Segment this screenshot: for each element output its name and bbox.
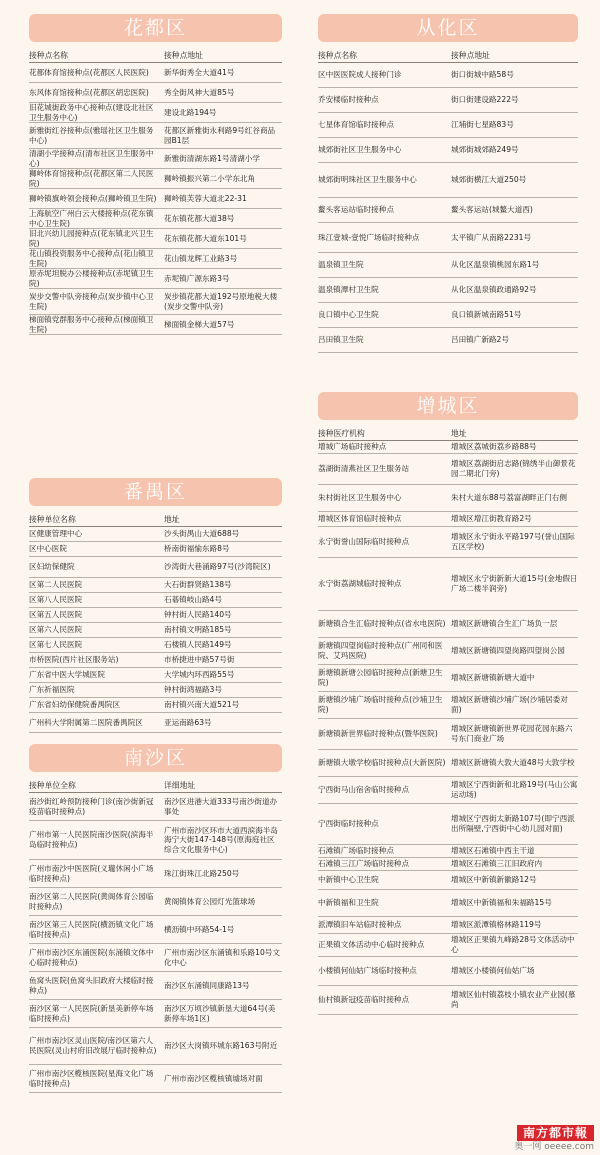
table-row: [318, 871, 578, 890]
site-name: 中新镇中心卫生院: [318, 875, 379, 885]
panyu-title: 番禺区: [29, 478, 282, 506]
column-header-name: 接种点名称: [318, 51, 357, 61]
table-row: [318, 63, 578, 88]
table-row: [29, 668, 282, 683]
column-header-address: 地址: [451, 429, 467, 439]
site-address: 太平镇广从南路2231号: [451, 232, 532, 242]
table-row: [29, 578, 282, 593]
site-address: 增城区宁西街太新路107号(即宁西派出所隔壁,宁西街中心幼儿园对面): [451, 814, 575, 833]
site-name: 增城区体育馆临时接种点: [318, 514, 402, 524]
site-address: 花山镇龙辉工业路3号: [164, 253, 238, 263]
table-row: [29, 944, 282, 972]
site-name: 石滩镇广场临时接种点: [318, 846, 394, 856]
site-address: 南沙区东涌镇同康路13号: [164, 980, 250, 990]
huadu-section: [29, 14, 282, 335]
site-address: 街口街城中路58号: [451, 70, 514, 80]
site-address: 增城区石滩镇三江旧政府内: [451, 859, 543, 869]
site-name: 广州市南沙中医医院(义瓏休闲小广场临时接种点): [29, 863, 154, 883]
site-address: 城郊街横江大道250号: [451, 175, 527, 185]
column-header-address: 接种点地址: [164, 51, 203, 61]
table-row: [29, 1000, 282, 1028]
site-name: 区第八人民医院: [29, 595, 83, 605]
table-row: [318, 986, 578, 1015]
site-address: 增城区正果镇九峰路28号文体活动中心: [451, 935, 575, 954]
site-address: 增城区宁西街新和北路19号(马山公寓运动场): [451, 780, 578, 799]
site-address: 增城区荔城街荔乡路88号: [451, 442, 537, 452]
site-address: 珠江街珠江北路250号: [164, 868, 240, 878]
table-row: [318, 88, 578, 113]
table-row: [29, 269, 282, 289]
table-row: [318, 253, 578, 278]
table-row: [29, 793, 282, 821]
site-name: 乔安楼临时接种点: [318, 95, 379, 105]
table-row: [29, 123, 282, 149]
conghua-section: [318, 14, 578, 353]
site-name: 新塘镇大墩学校临时接种点(大新医院): [318, 758, 446, 768]
site-name: 温泉镇卫生院: [318, 260, 364, 270]
site-address: 增城区新塘镇新世界花园花园东路六号东门商业广场: [451, 724, 573, 743]
site-address: 黄阁镇体育公园灯光篮球场: [164, 896, 256, 906]
table-row: [318, 957, 578, 986]
site-address: 增城区增江街教育路2号: [451, 514, 532, 524]
table-row: [29, 1065, 282, 1093]
table-row: [29, 557, 282, 578]
site-address: 增城区石滩镇中西主干道: [451, 846, 535, 856]
panyu-section: [29, 478, 282, 733]
site-address: 增城区中新镇新徽路12号: [451, 875, 537, 885]
site-name: 广州市南沙区榄核医院(星海文化广场临时接种点): [29, 1068, 154, 1088]
site-name: 石滩镇三江广场临时接种点: [318, 859, 410, 869]
site-name: 广州科大学附属第二医院番禺院区: [29, 717, 143, 727]
site-address: 新雅街清湖东路1号清湖小学: [164, 153, 260, 163]
table-row: [318, 934, 578, 957]
table-row: [318, 512, 578, 527]
table-row: [318, 858, 578, 871]
site-name: 炭步交警中队旁接种点(炭步镇中心卫生院): [29, 291, 154, 311]
zengcheng-table-header: [318, 428, 578, 441]
table-row: [318, 485, 578, 512]
site-address: 大石街群贤路138号: [164, 580, 232, 590]
table-row: [318, 328, 578, 353]
table-row: [318, 454, 578, 485]
site-name: 新雅街红谷接种点(雅瑶社区卫生服务中心): [29, 125, 154, 145]
site-name: 城郊街社区卫生服务中心: [318, 145, 402, 155]
site-address: 花都区新雅街永利路9号红谷商品园B1层: [164, 125, 276, 145]
table-row: [29, 821, 282, 860]
table-row: [318, 750, 578, 777]
site-name: 新塘镇新世界临时接种点(暨华医院): [318, 729, 438, 739]
table-row: [318, 113, 578, 138]
site-address: 从化区温泉镇政通路92号: [451, 285, 537, 295]
table-row: [318, 558, 578, 611]
site-address: 良口镇新城南路51号: [451, 310, 522, 320]
site-address: 狮岭镇振兴第二小学东北角: [164, 173, 256, 183]
site-name: 新塘镇新塘公园临时接种点(新塘卫生院): [318, 668, 443, 687]
panyu-table-header: [29, 514, 282, 527]
site-address: 广州市南沙区东涌镇和乐路10号文化中心: [164, 947, 280, 967]
site-name: 鱼窝头医院(鱼窝头旧政府大楼临时接种点): [29, 975, 154, 995]
site-name: 仙村镇新冠疫苗临时接种点: [318, 995, 410, 1005]
site-name: 广州市南沙区东涌医院(东涌镇文体中心临时接种点): [29, 947, 154, 967]
site-name: 永宁街荔湖城临时接种点: [318, 579, 402, 589]
table-row: [318, 719, 578, 750]
site-name: 鳌头客运站临时接种点: [318, 205, 394, 215]
site-name: 区第七人民医院: [29, 640, 83, 650]
site-name: 中新镇福和卫生院: [318, 898, 379, 908]
table-row: [29, 1028, 282, 1065]
table-row: [318, 611, 578, 638]
site-name: 派潭镇旧车站临时接种点: [318, 920, 402, 930]
table-row: [29, 860, 282, 888]
table-row: [318, 845, 578, 858]
site-name: 市桥医院(西片社区服务站): [29, 655, 119, 665]
site-name: 新塘镇沙埔广场临时接种点(沙埔卫生院): [318, 695, 443, 714]
table-row: [318, 777, 578, 804]
site-name: 旧北兴幼儿园接种点(花东镇北兴卫生院): [29, 228, 154, 248]
column-header-name: 接种点名称: [29, 51, 68, 61]
site-name: 南沙区第一人民医院(新垦美新停车场临时接种点): [29, 1003, 154, 1023]
table-row: [29, 653, 282, 668]
site-address: 城郊街城郊路249号: [451, 145, 519, 155]
site-name: 东风体育馆接种点(花都区胡忠医院): [29, 87, 149, 97]
site-address: 增城区新塘镇合生汇广场负一层: [451, 619, 558, 629]
site-name: 区中医医院成人接种门诊: [318, 70, 402, 80]
table-row: [29, 209, 282, 229]
table-row: [318, 917, 578, 934]
table-row: [29, 527, 282, 542]
table-row: [29, 698, 282, 713]
site-name: 城郊街明珠社区卫生服务中心: [318, 175, 417, 185]
watermark: [514, 1122, 594, 1153]
site-name: 广东省妇幼保健院番禺院区: [29, 700, 121, 710]
site-address: 增城区荔湖街启志路(锦绣半山御景花园二期北门旁): [451, 459, 576, 478]
site-address: 石碁镇岐山路4号: [164, 595, 222, 605]
newspaper-logo: 南方都市報: [517, 1125, 594, 1141]
table-row: [318, 890, 578, 917]
site-address: 秀全街风神大道85号: [164, 87, 235, 97]
site-address: 钟村街鸿福路3号: [164, 685, 222, 695]
site-name: 广州市南沙区灵山医院/南沙区第六人民医院(灵山村府旧改展厅临时接种点): [29, 1036, 157, 1055]
site-name: 清湖小学接种点(清布社区卫生服务中心): [29, 148, 154, 168]
table-row: [29, 229, 282, 249]
site-name: 原赤坭坦脱办公楼接种点(赤坭镇卫生院): [29, 268, 154, 288]
site-name: 永宁街誉山国际临时接种点: [318, 537, 410, 547]
site-address: 街口街建设路222号: [451, 95, 519, 105]
table-row: [29, 63, 282, 83]
site-name: 宁西街马山宿舍临时接种点: [318, 785, 410, 795]
site-address: 市桥捷进中路57号街: [164, 655, 235, 665]
site-name: 区中心医院: [29, 544, 67, 554]
site-address: 朱村大道东88号荔富湖畔正门右侧: [451, 493, 567, 503]
site-address: 亚运南路63号: [164, 717, 212, 727]
site-address: 南沙区大岗镇环城东路163号附近: [164, 1041, 278, 1051]
table-row: [29, 289, 282, 315]
site-address: 增城区永宁街永平路197号(誉山国际五区学校): [451, 532, 575, 551]
site-address: 横沥镇中环路54-1号: [164, 924, 235, 934]
nansha-table: [29, 780, 282, 1093]
column-header-address: 详细地址: [164, 781, 196, 791]
site-name: 区妇幼保健院: [29, 562, 75, 572]
table-row: [29, 149, 282, 169]
site-name: 区第六人民医院: [29, 625, 83, 635]
table-row: [29, 593, 282, 608]
zengcheng-section: [318, 392, 578, 1015]
site-address: 广州市南沙区榄核镇墟场对面: [164, 1073, 263, 1083]
nansha-title: 南沙区: [29, 744, 282, 772]
site-name: 花山镇投资服务中心接种点(花山镇卫生院): [29, 248, 154, 268]
site-address: 增城区派潭镇格林路119号: [451, 920, 542, 930]
site-name: 荔湖街清燕社区卫生服务站: [318, 464, 410, 474]
table-row: [318, 638, 578, 665]
site-address: 赤坭镇广源东路3号: [164, 273, 230, 283]
site-address: 梯面镇金梯大道57号: [164, 319, 235, 329]
site-address: 建设北路194号: [164, 107, 217, 117]
site-name: 正果镇文体活动中心临时接种点: [318, 940, 425, 950]
site-address: 南村镇文明路185号: [164, 625, 232, 635]
table-row: [29, 888, 282, 916]
table-row: [29, 103, 282, 123]
site-address: 增城区新塘镇沙埔广场(沙埔居委对面): [451, 695, 568, 714]
panyu-table: [29, 514, 282, 733]
site-address: 广州市南沙区环市大道西滨海半岛海宁大街147-148号(原海庭社区综合文化服务中心): [164, 825, 278, 854]
site-address: 桥南街福愉东路8号: [164, 544, 230, 554]
site-name: 增城广场临时接种点: [318, 442, 387, 452]
site-name: 南沙街红岭预防接种门诊(南沙街新冠疫苗临时接种点): [29, 796, 154, 816]
table-row: [29, 713, 282, 733]
site-address: 增城区中新镇福和朱福路15号: [451, 898, 552, 908]
site-address: 新华街秀全大道41号: [164, 67, 235, 77]
site-address: 增城区小楼镇何仙姑广场: [451, 966, 535, 976]
table-row: [318, 692, 578, 719]
site-address: 钟村街人民路140号: [164, 610, 232, 620]
site-name: 良口镇中心卫生院: [318, 310, 379, 320]
table-row: [29, 972, 282, 1000]
site-address: 狮岭镇芙蓉大道北22-31: [164, 193, 247, 203]
site-address: 大学城内环西路55号: [164, 670, 235, 680]
column-header-name: 接种单位名称: [29, 515, 76, 525]
site-name: 区第二人民医院: [29, 580, 83, 590]
site-name: 七星体育馆临时接种点: [318, 120, 394, 130]
site-address: 花东镇花都大道东101号: [164, 233, 247, 243]
site-address: 增城区仙村镇荔枝小镇农业产业园(慕尚: [451, 990, 576, 1009]
table-row: [318, 665, 578, 692]
table-row: [29, 315, 282, 335]
huadu-title: 花都区: [29, 14, 282, 42]
site-name: 区第五人民医院: [29, 610, 83, 620]
site-name: 上海航空广州白云大楼接种点(花东镇中心卫生院): [29, 208, 154, 228]
site-name: 新塘镇合生汇临时接种点(省水电医院): [318, 619, 446, 629]
site-name: 旧花城街政务中心接种点(建设北社区卫生服务中心): [29, 102, 154, 122]
nansha-section: [29, 744, 282, 1093]
site-address: 增城区永宁街新新大道15号(金地假日广场二楼半润旁): [451, 574, 578, 593]
zengcheng-table: [318, 428, 578, 1015]
site-label: 奥一网 oeeee.com: [514, 1142, 594, 1152]
table-row: [318, 138, 578, 163]
site-address: 江埔街七星路83号: [451, 120, 514, 130]
site-address: 沙头街禺山大道688号: [164, 529, 240, 539]
site-address: 南村镇兴南大道521号: [164, 700, 240, 710]
site-address: 吕田镇广新路2号: [451, 335, 509, 345]
site-name: 南沙区第二人民医院(黄阁体育公园临时接种点): [29, 891, 154, 911]
site-address: 炭步镇花都大道192号原地税大楼(炭步交警中队旁): [164, 291, 278, 311]
site-name: 朱村街社区卫生服务中心: [318, 493, 402, 503]
site-name: 南沙区第三人民医院(横沥镇文化广场临时接种点): [29, 919, 154, 939]
site-address: 从化区温泉镇桃园东路1号: [451, 260, 540, 270]
site-name: 广东祈福医院: [29, 685, 75, 695]
site-name: 新塘镇四望岗临时接种点(广州同和医院、艾玛医院): [318, 641, 443, 660]
table-row: [29, 169, 282, 189]
table-row: [29, 683, 282, 698]
site-name: 珠江壹城-壹悦广场临时接种点: [318, 232, 420, 242]
column-header-address: 地址: [164, 515, 180, 525]
column-header-name: 接种医疗机构: [318, 429, 365, 439]
table-row: [318, 303, 578, 328]
column-header-name: 接种单位全称: [29, 781, 76, 791]
site-address: 南沙区万顷沙镇新垦大道64号(美新停车场1区): [164, 1003, 276, 1023]
site-name: 宁西街临时接种点: [318, 819, 379, 829]
table-row: [29, 249, 282, 269]
site-address: 增城区新塘镇大敦大道48号大敦学校: [451, 758, 575, 768]
site-address: 增城区新塘镇四望岗路四望岗公园: [451, 646, 565, 656]
conghua-table-header: [318, 50, 578, 63]
nansha-table-header: [29, 780, 282, 793]
column-header-address: 接种点地址: [451, 51, 490, 61]
table-row: [318, 441, 578, 454]
table-row: [318, 198, 578, 223]
table-row: [29, 623, 282, 638]
table-row: [318, 278, 578, 303]
site-name: 狮岭镇旗岭领会接种点(狮岭镇卫生院): [29, 193, 157, 203]
huadu-table-header: [29, 50, 282, 63]
site-name: 梯面镇党群服务中心接种点(梯面镇卫生院): [29, 314, 154, 334]
site-name: 吕田镇卫生院: [318, 335, 364, 345]
huadu-table: [29, 50, 282, 335]
site-name: 狮岭体育馆接种点(花都区第二人民医院): [29, 168, 154, 188]
site-name: 温泉镇潭村卫生院: [318, 285, 379, 295]
table-row: [318, 527, 578, 558]
site-name: 小楼镇何仙姑广场临时接种点: [318, 966, 417, 976]
site-address: 南沙区进港大道333号南沙街道办事处: [164, 796, 278, 816]
site-name: 区健康管理中心: [29, 529, 83, 539]
site-address: 沙湾街大巷涌路97号(沙湾院区): [164, 562, 271, 572]
table-row: [318, 223, 578, 253]
table-row: [29, 542, 282, 557]
site-address: 花东镇花都大道38号: [164, 213, 235, 223]
table-row: [29, 608, 282, 623]
site-name: 花都体育馆接种点(花都区人民医院): [29, 67, 149, 77]
table-row: [29, 83, 282, 103]
conghua-title: 从化区: [318, 14, 578, 42]
zengcheng-title: 增城区: [318, 392, 578, 420]
table-row: [29, 916, 282, 944]
table-row: [318, 163, 578, 198]
site-name: 广东省中医大学城医院: [29, 670, 105, 680]
table-row: [29, 638, 282, 653]
site-name: 广州市第一人民医院南沙医院(滨海半岛临时接种点): [29, 830, 154, 849]
site-address: 鳌头客运站(城鳌大道西): [451, 205, 533, 215]
conghua-table: [318, 50, 578, 353]
site-address: 石楼镇人民路149号: [164, 640, 232, 650]
site-address: 增城区新塘镇新塘大道中: [451, 673, 535, 683]
table-row: [318, 804, 578, 845]
table-row: [29, 189, 282, 209]
